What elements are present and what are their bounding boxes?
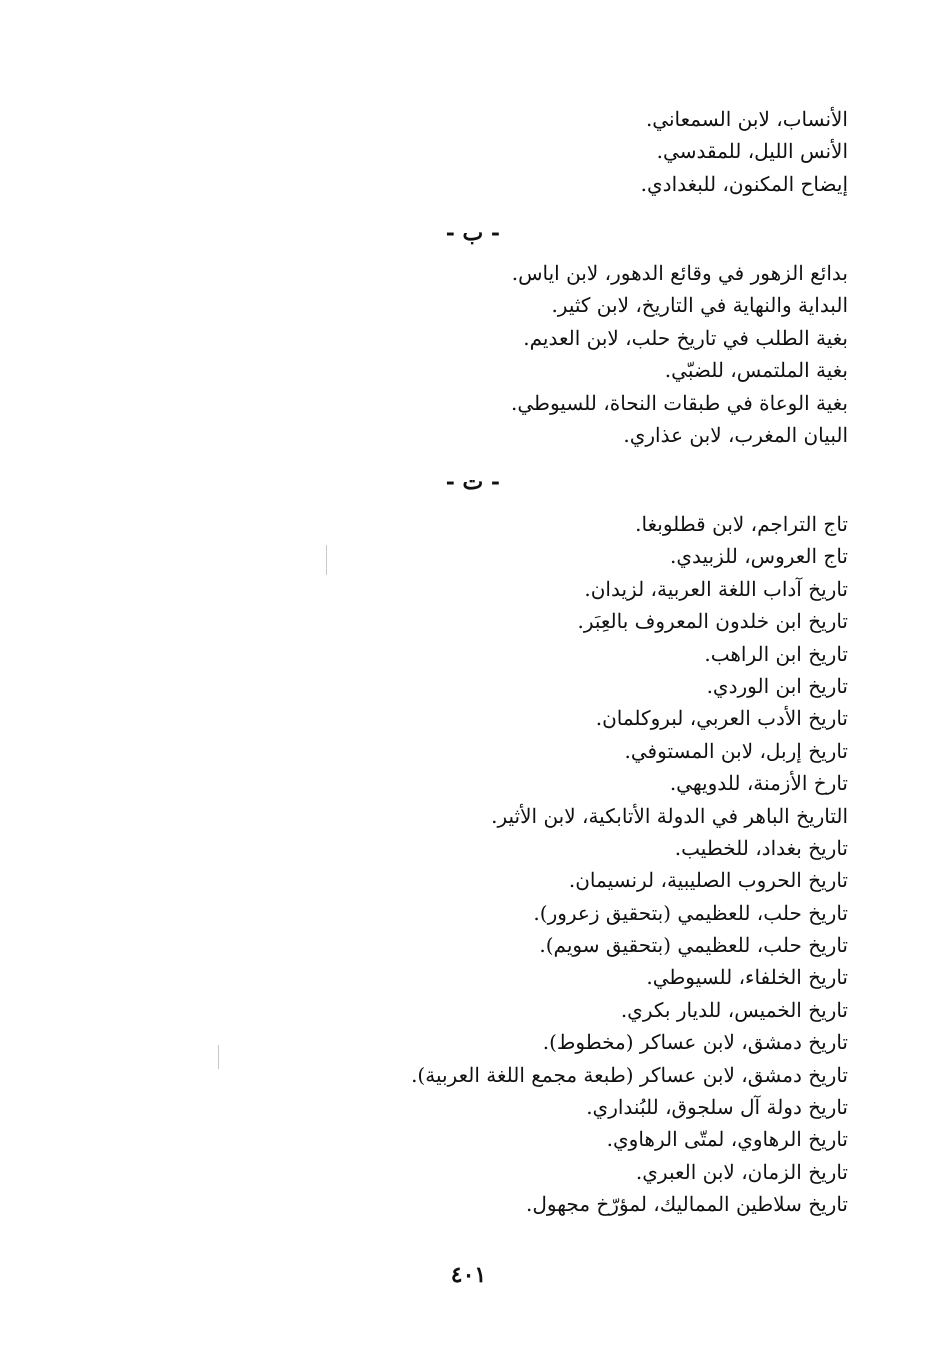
scan-margin-line: [326, 545, 327, 575]
bibliography-entry: تاريخ الحروب الصليبية، لرنسيمان.: [568, 868, 848, 893]
bibliography-entry: تاريخ سلاطين المماليك، لمؤرّخ مجهول.: [525, 1192, 848, 1217]
bibliography-entry: تارخ الأزمنة، للدويهي.: [669, 771, 848, 796]
bibliography-entry: تاريخ بغداد، للخطيب.: [674, 835, 848, 860]
bibliography-entry: تاريخ الزمان، لابن العبري.: [635, 1159, 848, 1184]
section-heading-ta: - ت -: [445, 469, 500, 495]
entry-list-ba: [511, 257, 848, 451]
bibliography-entry: تاريخ ابن الوردي.: [706, 673, 848, 698]
bibliography-entry: تاريخ دولة آل سلجوق، للبُنداري.: [586, 1095, 848, 1120]
bibliography-entry: التاريخ الباهر في الدولة الأتابكية، لابن الأثير.: [491, 803, 848, 828]
bibliography-entry: تاج العروس، للزبيدي.: [669, 544, 848, 569]
bibliography-entry: تاريخ ابن خلدون المعروف بالعِبَر.: [577, 609, 848, 634]
page-number: ٤٠١: [450, 1262, 487, 1288]
scan-margin-line: [218, 1045, 219, 1069]
entry-list-alif: [641, 103, 848, 200]
bibliography-entry: الأنس الليل، للمقدسي.: [656, 139, 848, 164]
bibliography-entry: تاريخ حلب، للعظيمي (بتحقيق زعرور).: [533, 900, 848, 925]
bibliography-entry: البداية والنهاية في التاريخ، لابن كثير.: [551, 293, 848, 318]
bibliography-entry: بغية الطلب في تاريخ حلب، لابن العديم.: [523, 325, 848, 350]
bibliography-entry: تاج التراجم، لابن قطلوبغا.: [635, 512, 848, 536]
bibliography-entry: تاريخ ابن الراهب.: [704, 641, 848, 666]
section-heading-ba: - ب -: [445, 220, 500, 246]
bibliography-entry: تاريخ الخلفاء، للسيوطي.: [646, 965, 848, 990]
bibliography-entry: بدائع الزهور في وقائع الدهور، لابن اياس.: [511, 261, 848, 285]
bibliography-entry: بغية الوعاة في طبقات النحاة، للسيوطي.: [511, 390, 848, 415]
bibliography-entry: تاريخ الأدب العربي، لبروكلمان.: [595, 706, 848, 731]
bibliography-entry: الأنساب، لابن السمعاني.: [645, 107, 848, 131]
bibliography-entry: إيضاح المكنون، للبغدادي.: [640, 171, 848, 196]
bibliography-entry: بغية الملتمس، للضبّي.: [664, 358, 848, 383]
entry-list-ta: [411, 508, 848, 1221]
bibliography-entry: تاريخ دمشق، لابن عساكر (مخطوط).: [542, 1030, 848, 1055]
bibliography-entry: تاريخ الرهاوي، لمتّى الرهاوي.: [606, 1127, 848, 1152]
bibliography-entry: تاريخ الخميس، للديار بكري.: [620, 997, 848, 1022]
bibliography-entry: تاريخ حلب، للعظيمي (بتحقيق سويم).: [539, 933, 848, 958]
bibliography-entry: تاريخ آداب اللغة العربية، لزيدان.: [584, 576, 848, 601]
bibliography-entry: تاريخ دمشق، لابن عساكر (طبعة مجمع اللغة العربية).: [411, 1062, 848, 1087]
bibliography-entry: البيان المغرب، لابن عذاري.: [623, 422, 848, 447]
bibliography-entry: تاريخ إربل، لابن المستوفي.: [624, 738, 848, 763]
